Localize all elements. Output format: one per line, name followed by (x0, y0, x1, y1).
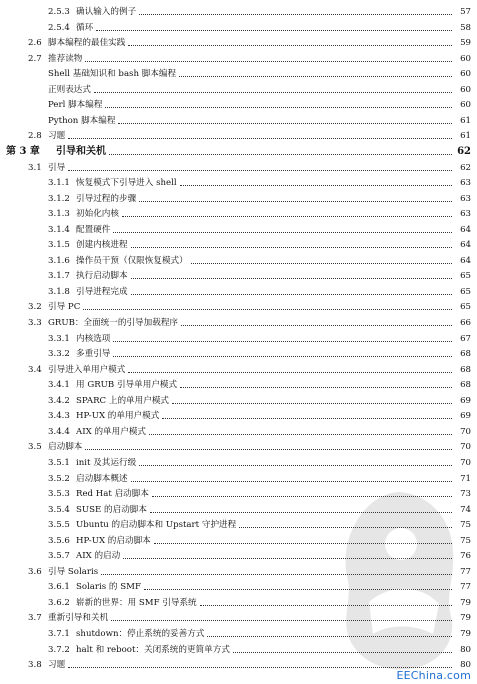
toc-entry-number: 3.1.8 (48, 286, 70, 297)
toc-entry[interactable] (0, 113, 477, 129)
toc-entry[interactable] (0, 284, 477, 300)
toc-entry-title: 启动脚本概述 (76, 473, 128, 484)
toc-entry-page: 60 (460, 84, 471, 95)
toc-entry-page: 57 (460, 7, 471, 17)
dot-leader (131, 247, 452, 248)
dot-leader (113, 356, 452, 357)
toc-entry-number: 3.1.7 (48, 271, 70, 282)
toc-entry[interactable] (0, 315, 477, 331)
toc-entry-title: init 及其运行级 (76, 457, 137, 468)
toc-entry-title: 引导进入单用户模式 (48, 364, 126, 375)
dot-leader (139, 465, 452, 466)
toc-entry-number: 3.4.1 (48, 380, 70, 391)
dot-leader (68, 138, 452, 139)
toc-entry-page: 79 (460, 629, 471, 639)
toc-entry-title: 确认输入的例子 (76, 7, 137, 17)
toc-entry-number: 3.2 (28, 302, 42, 313)
toc-entry-title: Ubuntu 的启动脚本和 Upstart 守护进程 (76, 520, 237, 531)
toc-entry[interactable] (0, 51, 477, 67)
toc-entry-page: 75 (460, 520, 471, 531)
toc-entry-number: 3.4 (28, 364, 42, 375)
toc-entry-page: 63 (460, 209, 471, 220)
toc-entry[interactable] (0, 268, 477, 284)
dot-leader (83, 309, 452, 310)
toc-entry-page: 70 (460, 442, 471, 453)
toc-entry-number: 3.1.1 (48, 178, 70, 189)
dot-leader (179, 76, 452, 77)
toc-entry-number: 3.1.4 (48, 224, 70, 235)
toc-entry-number: 2.6 (28, 38, 42, 49)
toc-entry-title: 恢复模式下引导进入 shell (76, 178, 177, 189)
toc-entry-number: 3.5 (28, 442, 42, 453)
toc-entry-title: 初始化内核 (76, 209, 119, 220)
toc-entry-number: 3.3.1 (48, 333, 70, 344)
toc-entry[interactable] (0, 439, 477, 455)
toc-entry[interactable] (0, 424, 477, 440)
toc-entry-title: Red Hat 启动脚本 (76, 489, 149, 500)
toc-entry-page: 64 (460, 255, 471, 266)
toc-entry-page: 77 (460, 566, 471, 577)
toc-entry-page: 71 (460, 473, 471, 484)
toc-entry-page: 58 (460, 22, 471, 33)
toc-entry-title: 操作员干预（仅限恢复模式） (76, 255, 188, 266)
toc-entry-page: 79 (460, 613, 471, 624)
dot-leader (181, 325, 452, 326)
toc-entry-title: 执行启动脚本 (76, 271, 128, 282)
toc-entry-title: 重新引导和关机 (48, 613, 109, 624)
toc-entry-title: 引导和关机 (56, 145, 106, 157)
toc-entry-page: 76 (460, 551, 471, 562)
toc-entry-number: 3.7.2 (48, 644, 70, 655)
toc-entry-number: 3.7.1 (48, 629, 70, 639)
dot-leader (131, 278, 452, 279)
toc-entry-page: 67 (460, 333, 471, 344)
toc-entry-number: 2.5.4 (48, 22, 70, 33)
toc-entry-title: 崭新的世界：用 SMF 引导系统 (76, 597, 197, 608)
toc-entry-number: 3.4.2 (48, 395, 70, 406)
toc-entry-title: Solaris 的 SMF (76, 582, 141, 593)
toc-entry-title: 习题 (48, 660, 66, 671)
toc-entry-page: 60 (460, 53, 471, 64)
toc-entry-number: 3.1 (28, 162, 42, 173)
toc-entry-page: 70 (460, 457, 471, 468)
toc-entry-title: 正则表达式 (48, 84, 91, 95)
toc-entry[interactable] (0, 408, 477, 424)
toc-entry-number: 3.1.5 (48, 240, 70, 251)
dot-leader (68, 170, 452, 171)
dot-leader (85, 61, 452, 62)
toc-entry-page: 65 (460, 286, 471, 297)
toc-entry-number: 3.3 (28, 318, 42, 328)
toc-entry-number: 3.3.2 (48, 349, 70, 360)
toc-entry-number: 3.5.4 (48, 504, 70, 515)
dot-leader (131, 294, 452, 295)
toc-entry-page: 64 (460, 224, 471, 235)
toc-entry-page: 60 (460, 69, 471, 80)
dot-leader (105, 107, 452, 108)
toc-entry-page: 65 (460, 271, 471, 282)
toc-entry[interactable] (0, 362, 477, 378)
toc-entry-title: shutdown：停止系统的妥善方式 (76, 629, 205, 639)
toc-entry-title: 用 GRUB 引导单用户模式 (76, 380, 178, 391)
toc-entry[interactable] (0, 455, 477, 471)
toc-entry-page: 66 (460, 318, 471, 328)
toc-entry-page: 63 (460, 178, 471, 189)
toc-entry[interactable] (0, 82, 477, 98)
dot-leader (139, 201, 452, 202)
toc-entry-page: 63 (460, 193, 471, 204)
toc-entry-title: Shell 基础知识和 bash 脚本编程 (48, 69, 177, 80)
toc-entry[interactable] (0, 393, 477, 409)
toc-entry-number: 3.1.6 (48, 255, 70, 266)
toc-entry-number: 3.6 (28, 566, 42, 577)
toc-entry-title: SUSE 的启动脚本 (76, 504, 147, 515)
toc-entry-number: 2.5.3 (48, 7, 70, 17)
toc-entry-number: 3.1.3 (48, 209, 70, 220)
toc-entry-page: 70 (460, 426, 471, 437)
toc-entry-page: 69 (460, 411, 471, 422)
toc-entry-page: 69 (460, 395, 471, 406)
toc-entry-page: 62 (457, 145, 471, 157)
dot-leader (149, 434, 452, 435)
toc-entry-title: 多重引导 (76, 349, 111, 360)
toc-entry-title: 创建内核进程 (76, 240, 128, 251)
toc-entry-number: 3.6.1 (48, 582, 70, 593)
toc-entry-number: 3.1.2 (48, 193, 70, 204)
toc-entry-number: 2.7 (28, 53, 42, 64)
toc-entry-page: 59 (460, 38, 471, 49)
toc-entry-title: 配置硬件 (76, 224, 111, 235)
toc-entry-page: 60 (460, 100, 471, 111)
toc-entry-title: 习题 (48, 131, 66, 142)
toc-entry-title: Python 脚本编程 (48, 115, 116, 126)
toc-entry[interactable] (0, 206, 477, 222)
toc-entry[interactable] (0, 4, 477, 20)
toc-entry[interactable] (0, 331, 477, 347)
dot-leader (94, 92, 452, 93)
watermark-figure (329, 484, 469, 674)
toc-entry-page: 68 (460, 380, 471, 391)
dot-leader (139, 14, 452, 15)
toc-entry-number: 3.8 (28, 660, 42, 671)
dot-leader (96, 30, 452, 31)
dot-leader (113, 232, 452, 233)
toc-entry-page: 80 (460, 660, 471, 671)
toc-entry-page: 64 (460, 240, 471, 251)
toc-entry[interactable] (0, 35, 477, 51)
dot-leader (128, 45, 452, 46)
toc-entry-number: 3.4.4 (48, 426, 70, 437)
toc-entry-title: Perl 脚本编程 (48, 100, 103, 111)
dot-leader (180, 185, 452, 186)
toc-entry-title: 内核选项 (76, 333, 111, 344)
toc-entry-page: 80 (460, 644, 471, 655)
toc-entry-page: 68 (460, 349, 471, 360)
toc-entry-number: 3.5.6 (48, 535, 70, 546)
toc-entry-number: 第 3 章 (6, 145, 40, 157)
dot-leader (131, 481, 452, 482)
toc-entry-number: 3.5.3 (48, 489, 70, 500)
toc-entry-number: 2.8 (28, 131, 42, 142)
toc-entry-title: HP-UX 的单用户模式 (76, 411, 160, 422)
toc-entry-title: 引导过程的步骤 (76, 193, 137, 204)
dot-leader (180, 387, 452, 388)
dot-leader (128, 372, 452, 373)
toc-entry-page: 61 (460, 131, 471, 142)
dot-leader (109, 154, 452, 155)
toc-entry-title: AIX 的启动 (76, 551, 121, 562)
toc-entry[interactable] (0, 299, 477, 315)
toc-entry[interactable] (0, 20, 477, 36)
toc-entry-number: 3.7 (28, 613, 42, 624)
dot-leader (122, 216, 452, 217)
toc-entry-title: 循环 (76, 22, 94, 33)
toc-entry-page: 74 (460, 504, 471, 515)
toc-entry-title: 脚本编程的最佳实践 (48, 38, 126, 49)
toc-entry-title: SPARC 上的单用户模式 (76, 395, 170, 406)
toc-entry[interactable] (0, 237, 477, 253)
toc-entry-page: 62 (460, 162, 471, 173)
toc-entry-title: AIX 的单用户模式 (76, 426, 147, 437)
dot-leader (85, 449, 452, 450)
toc-entry[interactable] (0, 128, 477, 144)
dot-leader (118, 123, 452, 124)
toc-entry[interactable] (0, 253, 477, 269)
toc-entry-title: 引导进程完成 (76, 286, 128, 297)
dot-leader (191, 263, 452, 264)
toc-entry[interactable] (0, 346, 477, 362)
toc-entry-page: 61 (460, 115, 471, 126)
dot-leader (172, 403, 452, 404)
toc-entry[interactable] (0, 160, 477, 176)
toc-entry-number: 3.5.5 (48, 520, 70, 531)
toc-entry[interactable] (0, 97, 477, 113)
dot-leader (162, 418, 452, 419)
toc-entry-page: 75 (460, 535, 471, 546)
toc-entry-title: halt 和 reboot：关闭系统的更简单方式 (76, 644, 230, 655)
toc-entry-title: HP-UX 的启动脚本 (76, 535, 151, 546)
toc-entry-page: 68 (460, 364, 471, 375)
toc-entry-page: 73 (460, 489, 471, 500)
toc-entry[interactable] (0, 377, 477, 393)
toc-entry-title: 启动脚本 (48, 442, 83, 453)
toc-entry[interactable] (0, 175, 477, 191)
toc-entry[interactable] (0, 66, 477, 82)
toc-entry-title: 引导 (48, 162, 66, 173)
toc-entry-title: 推荐读物 (48, 53, 83, 64)
toc-entry-number: 3.4.3 (48, 411, 70, 422)
toc-entry[interactable] (0, 144, 477, 160)
toc-entry[interactable] (0, 222, 477, 238)
toc-entry[interactable] (0, 191, 477, 207)
toc-entry-number: 3.5.7 (48, 551, 70, 562)
dot-leader (113, 341, 452, 342)
toc-entry-number: 3.5.1 (48, 457, 70, 468)
toc-entry-page: 79 (460, 597, 471, 608)
eechina-logo: EEChina.com (396, 669, 471, 682)
toc-entry-title: 引导 PC (48, 302, 81, 313)
toc-entry-page: 65 (460, 302, 471, 313)
toc-entry-page: 77 (460, 582, 471, 593)
toc-entry-title: GRUB：全面统一的引导加载程序 (48, 318, 179, 328)
toc-entry-number: 3.5.2 (48, 473, 70, 484)
toc-entry-number: 3.6.2 (48, 597, 70, 608)
toc-entry-title: 引导 Solaris (48, 566, 99, 577)
